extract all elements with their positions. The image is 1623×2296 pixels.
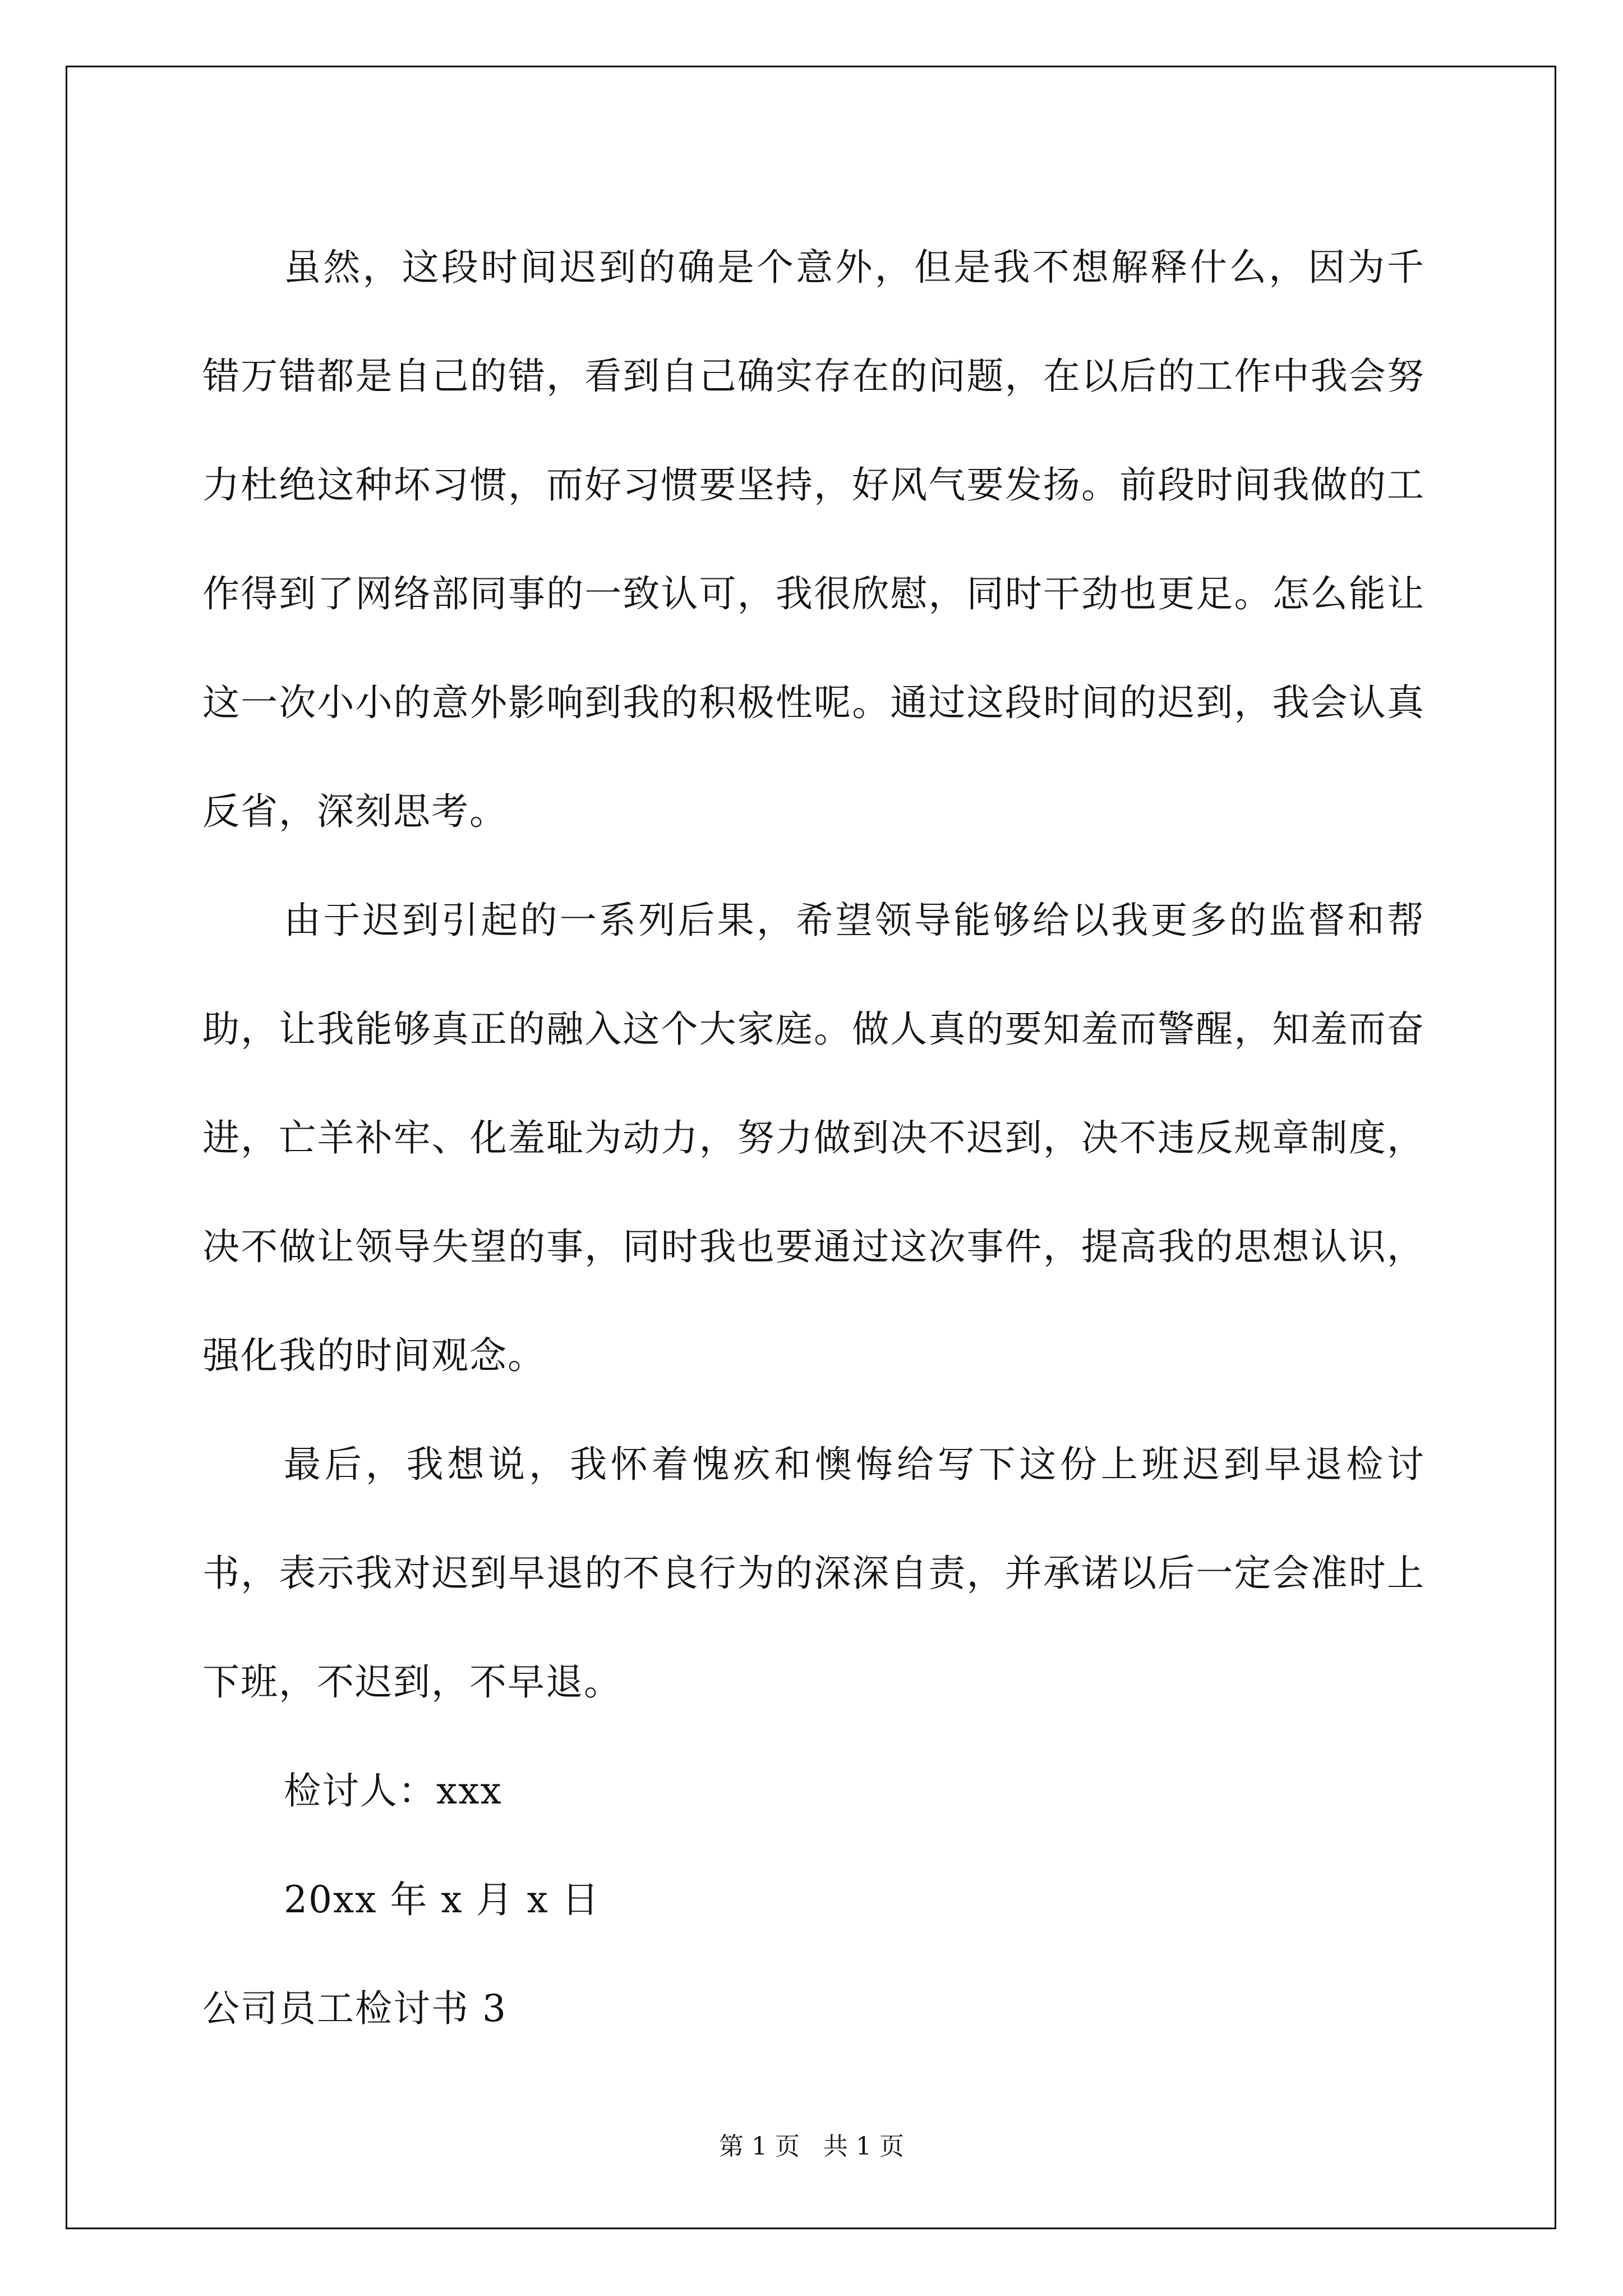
section-title: 公司员工检讨书 3	[202, 1987, 507, 2030]
paragraph-2: 由于迟到引起的一系列后果，希望领导能够给以我更多的监督和帮助，让我能够真正的融入这个大家庭。做人真的要知羞而警醒，知羞而奋进，亡羊补牢、化羞耻为动力，努力做到决不迟到，决不违反规章制度，决不做让领导失望的事，同时我也要通过这次事件，提高我的思想认识，强化我的时间观念。	[202, 899, 1425, 1377]
page-footer: 第 1 页 共 1 页	[719, 2132, 904, 2161]
date-line: 20xx 年 x 月 x 日	[284, 1878, 600, 1921]
paragraph-1: 虽然，这段时间迟到的确是个意外，但是我不想解释什么，因为千错万错都是自己的错，看到自己确实存在的问题，在以后的工作中我会努力杜绝这种坏习惯，而好习惯要坚持，好风气要发扬。前段时间我做的工作得到了网络部同事的一致认可，我很欣慰，同时干劲也更足。怎么能让这一次小小的意外影响到我的积极性呢。通过这段时间的迟到，我会认真反省，深刻思考。	[202, 246, 1425, 833]
signature-line: 检讨人：xxx	[284, 1769, 502, 1812]
paragraph-3: 最后，我想说，我怀着愧疚和懊悔给写下这份上班迟到早退检讨书，表示我对迟到早退的不良行为的深深自责，并承诺以后一定会准时上下班，不迟到，不早退。	[202, 1443, 1425, 1704]
document-body	[202, 213, 1425, 2063]
